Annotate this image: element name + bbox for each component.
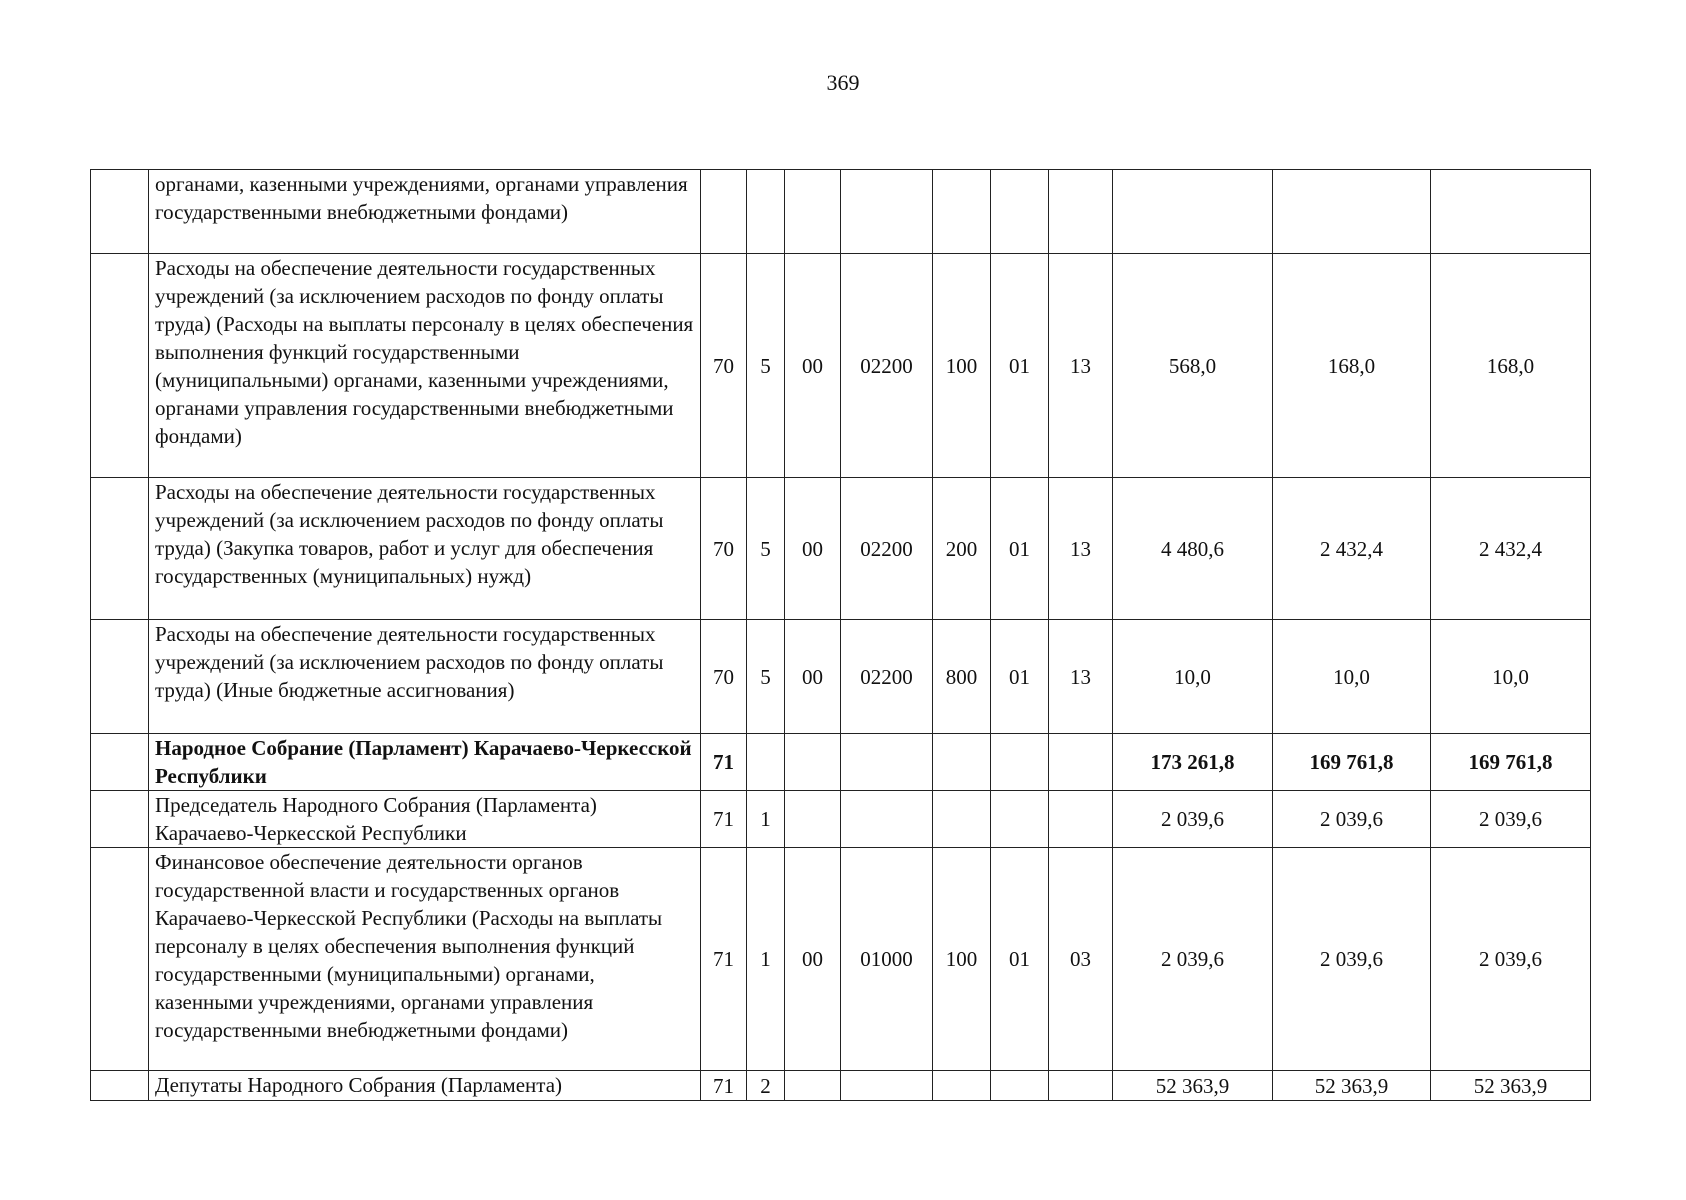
- code-cell: 00: [785, 478, 841, 620]
- code-cell: 70: [701, 620, 747, 734]
- code-cell: 00: [785, 254, 841, 478]
- code-cell: 71: [701, 734, 747, 791]
- amount-cell: 52 363,9: [1273, 1071, 1431, 1101]
- code-cell: [747, 734, 785, 791]
- code-cell: [933, 170, 991, 254]
- code-cell: 13: [1049, 478, 1113, 620]
- description-cell: Финансовое обеспечение деятельности органов государственной власти и государственных органов Карачаево-Черкесской Республики (Расходы на выплаты персоналу в целях обеспечения выполнения функций государственными (муниципальными) органами, казенными учреждениями, органами управления государственными внебюджетными фондами): [149, 848, 701, 1071]
- row-number-cell: [91, 734, 149, 791]
- amount-cell: 2 039,6: [1113, 791, 1273, 848]
- amount-cell: 173 261,8: [1113, 734, 1273, 791]
- code-cell: 01: [991, 254, 1049, 478]
- row-number-cell: [91, 1071, 149, 1101]
- table-row: [91, 1071, 1591, 1101]
- code-cell: 13: [1049, 620, 1113, 734]
- code-cell: [785, 1071, 841, 1101]
- code-cell: [701, 170, 747, 254]
- amount-cell: 4 480,6: [1113, 478, 1273, 620]
- code-cell: [933, 734, 991, 791]
- code-cell: [1049, 170, 1113, 254]
- amount-cell: 2 432,4: [1431, 478, 1591, 620]
- code-cell: 01: [991, 848, 1049, 1071]
- code-cell: [841, 1071, 933, 1101]
- code-cell: 800: [933, 620, 991, 734]
- amount-cell: 2 039,6: [1431, 791, 1591, 848]
- code-cell: [933, 1071, 991, 1101]
- row-number-cell: [91, 478, 149, 620]
- amount-cell: [1113, 170, 1273, 254]
- table-row: [91, 791, 1591, 848]
- amount-cell: 52 363,9: [1113, 1071, 1273, 1101]
- code-cell: 200: [933, 478, 991, 620]
- table-row: [91, 620, 1591, 734]
- amount-cell: 10,0: [1273, 620, 1431, 734]
- code-cell: 13: [1049, 254, 1113, 478]
- budget-table: [90, 169, 1591, 1101]
- row-number-cell: [91, 170, 149, 254]
- code-cell: 01: [991, 478, 1049, 620]
- amount-cell: 2 432,4: [1273, 478, 1431, 620]
- code-cell: 2: [747, 1071, 785, 1101]
- code-cell: 02200: [841, 620, 933, 734]
- amount-cell: 2 039,6: [1273, 848, 1431, 1071]
- table-row: [91, 848, 1591, 1071]
- table-row: [91, 254, 1591, 478]
- code-cell: [991, 170, 1049, 254]
- code-cell: [933, 791, 991, 848]
- code-cell: 71: [701, 848, 747, 1071]
- amount-cell: [1431, 170, 1591, 254]
- description-cell: Председатель Народного Собрания (Парламента) Карачаево-Черкесской Республики: [149, 791, 701, 848]
- code-cell: [841, 170, 933, 254]
- code-cell: 70: [701, 478, 747, 620]
- code-cell: [841, 791, 933, 848]
- code-cell: [785, 170, 841, 254]
- code-cell: 00: [785, 848, 841, 1071]
- amount-cell: 2 039,6: [1113, 848, 1273, 1071]
- code-cell: [991, 791, 1049, 848]
- description-cell: Народное Собрание (Парламент) Карачаево-Черкесской Республики: [149, 734, 701, 791]
- code-cell: [991, 734, 1049, 791]
- code-cell: [841, 734, 933, 791]
- code-cell: 03: [1049, 848, 1113, 1071]
- description-cell: Расходы на обеспечение деятельности государственных учреждений (за исключением расходов по фонду оплаты труда) (Расходы на выплаты персоналу в целях обеспечения выполнения функций государственными (муниципальными) органами, казенными учреждениями, органами управления государственными внебюджетными фондами): [149, 254, 701, 478]
- row-number-cell: [91, 254, 149, 478]
- description-cell: Расходы на обеспечение деятельности государственных учреждений (за исключением расходов по фонду оплаты труда) (Иные бюджетные ассигнования): [149, 620, 701, 734]
- code-cell: [1049, 791, 1113, 848]
- code-cell: 1: [747, 848, 785, 1071]
- table-row: [91, 478, 1591, 620]
- amount-cell: 52 363,9: [1431, 1071, 1591, 1101]
- amount-cell: 169 761,8: [1431, 734, 1591, 791]
- code-cell: 5: [747, 254, 785, 478]
- description-cell: органами, казенными учреждениями, органами управления государственными внебюджетными фондами): [149, 170, 701, 254]
- code-cell: 01: [991, 620, 1049, 734]
- code-cell: [785, 734, 841, 791]
- code-cell: 5: [747, 620, 785, 734]
- code-cell: 5: [747, 478, 785, 620]
- description-cell: Расходы на обеспечение деятельности государственных учреждений (за исключением расходов по фонду оплаты труда) (Закупка товаров, работ и услуг для обеспечения государственных (муниципальных) нужд): [149, 478, 701, 620]
- amount-cell: 168,0: [1431, 254, 1591, 478]
- amount-cell: 168,0: [1273, 254, 1431, 478]
- code-cell: 71: [701, 791, 747, 848]
- amount-cell: [1273, 170, 1431, 254]
- amount-cell: 169 761,8: [1273, 734, 1431, 791]
- code-cell: 71: [701, 1071, 747, 1101]
- code-cell: [1049, 1071, 1113, 1101]
- amount-cell: 10,0: [1431, 620, 1591, 734]
- code-cell: 00: [785, 620, 841, 734]
- row-number-cell: [91, 620, 149, 734]
- code-cell: 02200: [841, 254, 933, 478]
- table-row: [91, 170, 1591, 254]
- row-number-cell: [91, 848, 149, 1071]
- code-cell: 70: [701, 254, 747, 478]
- page-number: 369: [826, 70, 860, 95]
- code-cell: [991, 1071, 1049, 1101]
- code-cell: 100: [933, 254, 991, 478]
- amount-cell: 2 039,6: [1273, 791, 1431, 848]
- code-cell: 01000: [841, 848, 933, 1071]
- code-cell: 100: [933, 848, 991, 1071]
- amount-cell: 10,0: [1113, 620, 1273, 734]
- row-number-cell: [91, 791, 149, 848]
- amount-cell: 2 039,6: [1431, 848, 1591, 1071]
- code-cell: 1: [747, 791, 785, 848]
- amount-cell: 568,0: [1113, 254, 1273, 478]
- code-cell: [785, 791, 841, 848]
- code-cell: 02200: [841, 478, 933, 620]
- description-cell: Депутаты Народного Собрания (Парламента): [149, 1071, 701, 1101]
- code-cell: [747, 170, 785, 254]
- table-row: [91, 734, 1591, 791]
- code-cell: [1049, 734, 1113, 791]
